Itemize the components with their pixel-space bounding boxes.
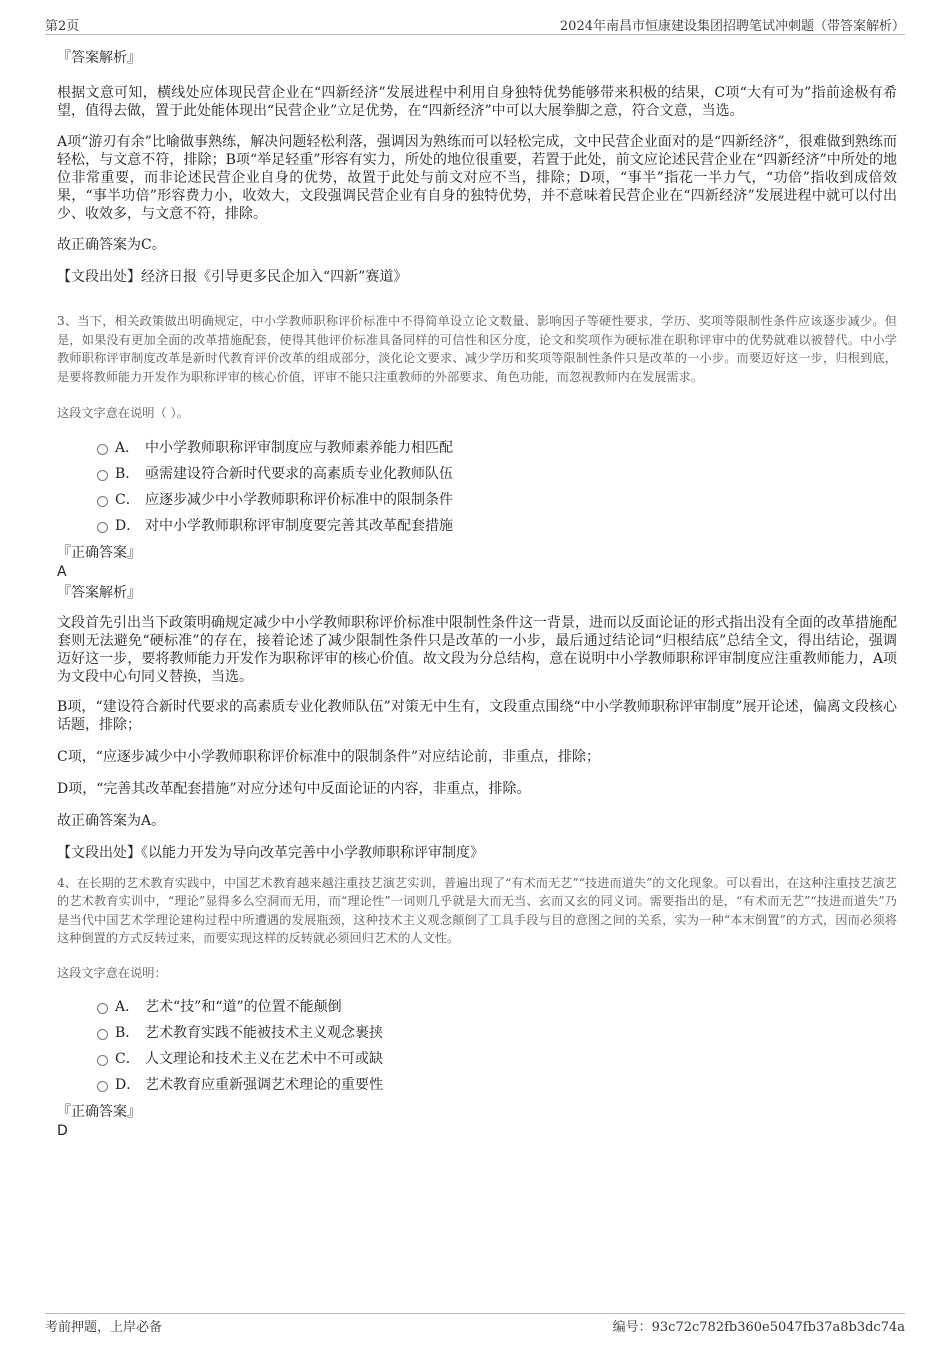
page-number: 第2页 [45, 19, 80, 34]
radio-button[interactable] [97, 444, 108, 455]
radio-button[interactable] [97, 1055, 108, 1066]
prev-analysis-paragraph-2: A项“游刃有余”比喻做事熟练，解决问题轻松利落，强调因为熟练而可以轻松完成，文中民营企业面对的是“四新经济”，很难做到熟练而轻松，与文意不符，排除；B项“举足轻重”形容有实力，所处的地位很重要，若置于此处，前文应论述民营企业在“四新经济”中所处的地位非常重要，而非论述民营企业自身的优势，故置于此处与前文对应不当，排除；D项，“事半”指花一半力气，“功倍”指收到成倍效果，“事半功倍”形容费力小，收效大，文段强调民营企业有自身的独特优势，并不意味着民营企业在“四新经济”发展进程中就可以付出少、收效多，与文意不符，排除。 [57, 134, 897, 222]
radio-button[interactable] [97, 1081, 108, 1092]
prev-analysis-paragraph-1: 根据文意可知，横线处应体现民营企业在“四新经济”发展进程中利用自身独特优势能够带来积极的结果，C项“大有可为”指前途极有希望，值得去做，置于此处能体现出“民营企业”立足优势，在“四新经济”中可以大展拳脚之意，符合文意，当选。 [57, 85, 897, 119]
page-header [45, 14, 905, 35]
prev-source: 【文段出处】经济日报《引导更多民企加入“四新”赛道》 [57, 269, 408, 285]
question-4-prompt: 这段文字意在说明： [57, 965, 167, 980]
question-3-option-b[interactable]: B． 亟需建设符合新时代要求的高素质专业化教师队伍 [57, 461, 897, 487]
question-3-option-a[interactable]: A． 中小学教师职称评审制度应与教师素养能力相匹配 [57, 435, 897, 461]
page-content [57, 45, 897, 1141]
document-title: 2024年南昌市恒康建设集团招聘笔试冲刺题（带答案解析） [559, 19, 905, 34]
question-3-answer: A [57, 563, 67, 580]
question-4-option-d[interactable]: D． 艺术教育应重新强调艺术理论的重要性 [57, 1072, 897, 1098]
prev-conclusion: 故正确答案为C。 [57, 237, 166, 253]
radio-button[interactable] [97, 470, 108, 481]
question-3-conclusion: 故正确答案为A。 [57, 812, 166, 829]
question-4-options [57, 994, 897, 1098]
page-footer [45, 1313, 905, 1334]
question-3-options [57, 435, 897, 539]
question-4-text: 4、在长期的艺术教育实践中，中国艺术教育越来越注重技艺演艺实训，普遍出现了“有术而无艺”“技进而道失”的文化现象。可以看出，在这种注重技艺演艺的艺术教育实训中，“理论”显得多么空洞而无用，而“理论性”一词则几乎就是大而无当、玄而又玄的同义词。需要指出的是，“有术而无艺”“技进而道失”乃是当代中国艺术学理论建构过程中所遭遇的发展瓶颈，这种技术主义观念颠倒了工具手段与目的意图之间的关系，实为一种“本末倒置”的方式，因而必须将这种倒置的方式反转过来，而要实现这样的反转就必须回归艺术的人文性。 [57, 875, 897, 945]
question-3-analysis-1: 文段首先引出当下政策明确规定减少中小学教师职称评价标准中限制性条件这一背景，进而以反面论证的形式指出没有全面的改革措施配套则无法避免“硬标准”的存在，接着论述了减少限制性条件只是改革的一小步，最后通过结论词“归根结底”总结全文，得出结论，强调迈好这一步，要将教师能力开发作为职称评审的核心价值。故文段为分总结构，意在说明中小学教师职称评审制度应注重教师能力，A项为文段中心句同义替换，当选。 [57, 614, 897, 685]
question-4-answer: D [57, 1123, 68, 1139]
radio-button[interactable] [97, 522, 108, 533]
radio-button[interactable] [97, 1029, 108, 1040]
analysis-label: 『答案解析』 [57, 584, 141, 601]
question-3-option-c[interactable]: C． 应逐步减少中小学教师职称评价标准中的限制条件 [57, 487, 897, 513]
question-3-analysis-3: C项，“应逐步减少中小学教师职称评价标准中的限制条件”对应结论前，非重点，排除； [57, 748, 601, 765]
document-id: 编号：93c72c782fb360e5047fb37a8b3dc74a [612, 1320, 905, 1335]
analysis-label: 『答案解析』 [57, 50, 141, 66]
question-3-analysis-2: B项，“建设符合新时代要求的高素质专业化教师队伍”对策无中生有，文段重点围绕“中小学教师职称评审制度”展开论述，偏离文段核心话题，排除； [57, 698, 897, 733]
question-4-option-a[interactable]: A． 艺术“技”和“道”的位置不能颠倒 [57, 994, 897, 1020]
question-3-option-d[interactable]: D． 对中小学教师职称评审制度要完善其改革配套措施 [57, 513, 897, 539]
radio-button[interactable] [97, 496, 108, 507]
correct-answer-label: 『正确答案』 [57, 544, 141, 561]
question-3-source: 【文段出处】《以能力开发为导向改革完善中小学教师职称评审制度》 [57, 844, 484, 861]
radio-button[interactable] [97, 1003, 108, 1014]
footer-slogan: 考前押题，上岸必备 [45, 1320, 163, 1335]
question-4-option-c[interactable]: C． 人文理论和技术主义在艺术中不可或缺 [57, 1046, 897, 1072]
question-4-option-b[interactable]: B． 艺术教育实践不能被技术主义观念裹挟 [57, 1020, 897, 1046]
question-3-text: 3、当下，相关政策做出明确规定，中小学教师职称评价标准中不得简单设立论文数量、影响因子等硬性要求，学历、奖项等限制性条件应该逐步减少。但是，如果没有更加全面的改革措施配套，使得其他评价标准具备同样的可信性和区分度，论文和奖项作为硬标准在职称评审中的优势就难以被替代。中小学教师职称评审制度改革是新时代教育评价改革的组成部分，淡化论文要求、减少学历和奖项等限制性条件只是改革的一小步。而要迈好这一步，归根到底，是要将教师能力开发作为职称评审的核心价值，评审不能只注重教师的外部要求、角色功能，而忽视教师内在发展需求。 [57, 314, 897, 384]
question-3-prompt: 这段文字意在说明（ ）。 [57, 406, 189, 420]
correct-answer-label: 『正确答案』 [57, 1104, 141, 1120]
question-3-analysis-4: D项，“完善其改革配套措施”对应分述句中反面论证的内容，非重点，排除。 [57, 780, 531, 797]
